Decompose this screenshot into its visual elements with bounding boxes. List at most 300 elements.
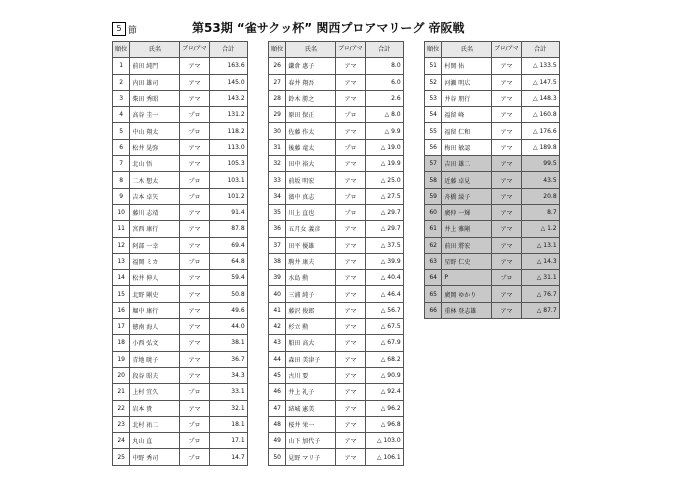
section-number: 5: [112, 22, 126, 36]
rank-cell: 40: [269, 286, 286, 302]
total-cell: 131.2: [209, 107, 247, 123]
rank-cell: 31: [269, 139, 286, 155]
type-cell: プロ: [180, 416, 209, 432]
header-total: 合計: [365, 42, 403, 58]
name-cell: 村岡 佑: [442, 58, 492, 74]
total-cell: △ 40.4: [365, 270, 403, 286]
total-cell: 113.0: [209, 139, 247, 155]
name-cell: 見野 マリ子: [286, 449, 336, 465]
rank-cell: 65: [425, 286, 442, 302]
total-cell: 33.1: [209, 384, 247, 400]
rank-cell: 9: [113, 188, 130, 204]
type-cell: アマ: [180, 204, 209, 220]
table-row: [425, 188, 560, 204]
total-cell: △ 133.5: [521, 58, 559, 74]
name-cell: 藤沢 俊郎: [286, 302, 336, 318]
name-cell: 春井 翔吾: [286, 74, 336, 90]
rank-cell: 53: [425, 90, 442, 106]
table-row: [113, 221, 248, 237]
total-cell: △ 19.0: [365, 139, 403, 155]
rank-cell: 10: [113, 204, 130, 220]
name-cell: 船田 高大: [286, 335, 336, 351]
type-cell: プロ: [180, 433, 209, 449]
total-cell: △ 56.7: [365, 302, 403, 318]
name-cell: 川上 直也: [286, 204, 336, 220]
type-cell: アマ: [180, 90, 209, 106]
rank-cell: 52: [425, 74, 442, 90]
name-cell: 段谷 昭夫: [130, 367, 180, 383]
total-cell: △ 96.8: [365, 416, 403, 432]
type-cell: アマ: [180, 156, 209, 172]
type-cell: プロ: [336, 139, 365, 155]
name-cell: 井上 礼子: [286, 384, 336, 400]
total-cell: 14.7: [209, 449, 247, 465]
table-row: [113, 416, 248, 432]
total-cell: △ 67.5: [365, 319, 403, 335]
name-cell: 小西 弘文: [130, 335, 180, 351]
total-cell: 20.8: [521, 188, 559, 204]
rank-cell: 46: [269, 384, 286, 400]
table-row: [113, 74, 248, 90]
type-cell: アマ: [492, 156, 521, 172]
name-cell: 岩本 貴: [130, 400, 180, 416]
table-row: [269, 237, 404, 253]
type-cell: アマ: [492, 253, 521, 269]
type-cell: アマ: [336, 156, 365, 172]
rank-cell: 45: [269, 367, 286, 383]
name-cell: 佐藤 作太: [286, 123, 336, 139]
rank-cell: 36: [269, 221, 286, 237]
name-cell: 北山 悟: [130, 156, 180, 172]
table-row: [113, 367, 248, 383]
name-cell: 星野 仁史: [442, 253, 492, 269]
table-row: [113, 123, 248, 139]
rank-cell: 29: [269, 107, 286, 123]
header-name: 氏名: [442, 42, 492, 58]
rank-cell: 2: [113, 74, 130, 90]
name-cell: 前田 純門: [130, 58, 180, 74]
total-cell: 105.3: [209, 156, 247, 172]
total-cell: 91.4: [209, 204, 247, 220]
table-row: [269, 204, 404, 220]
table-row: [269, 416, 404, 432]
standings-table-2: [268, 41, 404, 466]
type-cell: アマ: [180, 286, 209, 302]
type-cell: アマ: [492, 139, 521, 155]
table-row: [269, 400, 404, 416]
table-row: [425, 172, 560, 188]
type-cell: アマ: [180, 335, 209, 351]
table-row: [113, 58, 248, 74]
total-cell: 103.1: [209, 172, 247, 188]
rank-cell: 22: [113, 400, 130, 416]
total-cell: △ 39.9: [365, 253, 403, 269]
rank-cell: 62: [425, 237, 442, 253]
table-row: [113, 139, 248, 155]
type-cell: アマ: [336, 400, 365, 416]
total-cell: 64.8: [209, 253, 247, 269]
type-cell: アマ: [336, 237, 365, 253]
name-cell: 中山 翔太: [130, 123, 180, 139]
total-cell: △ 27.5: [365, 188, 403, 204]
type-cell: プロ: [336, 204, 365, 220]
rank-cell: 11: [113, 221, 130, 237]
rank-cell: 5: [113, 123, 130, 139]
total-cell: △ 37.5: [365, 237, 403, 253]
type-cell: プロ: [336, 107, 365, 123]
name-cell: 中野 秀司: [130, 449, 180, 465]
name-cell: 上村 宜久: [130, 384, 180, 400]
name-cell: 駒井 康夫: [286, 253, 336, 269]
header-name: 氏名: [130, 42, 180, 58]
section-indicator: [112, 21, 137, 37]
rank-cell: 56: [425, 139, 442, 155]
table-row: [269, 433, 404, 449]
name-cell: 井上 雅剛: [442, 221, 492, 237]
total-cell: 38.1: [209, 335, 247, 351]
table-row: [269, 449, 404, 465]
total-cell: 34.3: [209, 367, 247, 383]
standings-table-1: [112, 41, 248, 466]
type-cell: アマ: [492, 204, 521, 220]
table-row: [425, 286, 560, 302]
name-cell: 松井 伸人: [130, 270, 180, 286]
name-cell: 北村 祐二: [130, 416, 180, 432]
total-cell: △ 176.6: [521, 123, 559, 139]
type-cell: アマ: [336, 74, 365, 90]
type-cell: プロ: [492, 270, 521, 286]
total-cell: △ 25.0: [365, 172, 403, 188]
rank-cell: 57: [425, 156, 442, 172]
total-cell: △ 103.0: [365, 433, 403, 449]
table-row: [269, 335, 404, 351]
table-row: [113, 204, 248, 220]
table-row: [269, 286, 404, 302]
type-cell: アマ: [336, 286, 365, 302]
type-cell: アマ: [492, 90, 521, 106]
rank-cell: 16: [113, 302, 130, 318]
type-cell: プロ: [180, 107, 209, 123]
header-total: 合計: [521, 42, 559, 58]
table-header-row: [425, 42, 560, 58]
name-cell: 井谷 朋行: [442, 90, 492, 106]
rank-cell: 1: [113, 58, 130, 74]
type-cell: アマ: [336, 351, 365, 367]
table-row: [269, 58, 404, 74]
total-cell: 8.0: [365, 58, 403, 74]
rank-cell: 26: [269, 58, 286, 74]
rank-cell: 18: [113, 335, 130, 351]
type-cell: プロ: [180, 253, 209, 269]
type-cell: プロ: [180, 188, 209, 204]
rank-cell: 35: [269, 204, 286, 220]
name-cell: 田中 裕大: [286, 156, 336, 172]
total-cell: 143.2: [209, 90, 247, 106]
header-rank: 順位: [269, 42, 286, 58]
name-cell: 宮西 康行: [130, 221, 180, 237]
type-cell: アマ: [492, 286, 521, 302]
name-cell: 桜井 栄一: [286, 416, 336, 432]
name-cell: 柴田 秀昭: [130, 90, 180, 106]
type-cell: アマ: [180, 319, 209, 335]
name-cell: 水島 勲: [286, 270, 336, 286]
table-row: [269, 107, 404, 123]
name-cell: 舟橋 綾子: [442, 188, 492, 204]
rank-cell: 63: [425, 253, 442, 269]
table-row: [425, 123, 560, 139]
type-cell: アマ: [336, 172, 365, 188]
table-header-row: [269, 42, 404, 58]
header-rank: 順位: [113, 42, 130, 58]
total-cell: 59.4: [209, 270, 247, 286]
table-row: [269, 172, 404, 188]
name-cell: 廣岡 ゆかり: [442, 286, 492, 302]
name-cell: 近藤 卓見: [442, 172, 492, 188]
name-cell: 福留 峰: [442, 107, 492, 123]
header-type: プロ/アマ: [180, 42, 209, 58]
name-cell: 濱中 真志: [286, 188, 336, 204]
rank-cell: 6: [113, 139, 130, 155]
table-row: [425, 270, 560, 286]
total-cell: 145.0: [209, 74, 247, 90]
rank-cell: 51: [425, 58, 442, 74]
rank-cell: 24: [113, 433, 130, 449]
total-cell: 18.1: [209, 416, 247, 432]
type-cell: プロ: [180, 123, 209, 139]
name-cell: P: [442, 270, 492, 286]
total-cell: △ 29.7: [365, 204, 403, 220]
type-cell: アマ: [336, 90, 365, 106]
table-row: [425, 107, 560, 123]
section-suffix: 節: [128, 25, 138, 36]
table-row: [425, 90, 560, 106]
rank-cell: 54: [425, 107, 442, 123]
type-cell: アマ: [180, 351, 209, 367]
rank-cell: 47: [269, 400, 286, 416]
table-row: [269, 188, 404, 204]
name-cell: 杉立 勲: [286, 319, 336, 335]
table-row: [113, 302, 248, 318]
rank-cell: 42: [269, 319, 286, 335]
table-row: [113, 107, 248, 123]
type-cell: アマ: [180, 139, 209, 155]
table-row: [113, 237, 248, 253]
rank-cell: 61: [425, 221, 442, 237]
table-row: [425, 302, 560, 318]
name-cell: 内田 雄司: [130, 74, 180, 90]
name-cell: 二木 想太: [130, 172, 180, 188]
name-cell: 鎌倉 惠子: [286, 58, 336, 74]
rank-cell: 3: [113, 90, 130, 106]
table-row: [113, 433, 248, 449]
header-type: プロ/アマ: [492, 42, 521, 58]
type-cell: アマ: [336, 384, 365, 400]
name-cell: 三浦 純子: [286, 286, 336, 302]
name-cell: 鈴木 勝之: [286, 90, 336, 106]
total-cell: △ 29.7: [365, 221, 403, 237]
rank-cell: 50: [269, 449, 286, 465]
rank-cell: 37: [269, 237, 286, 253]
total-cell: △ 148.3: [521, 90, 559, 106]
type-cell: アマ: [336, 367, 365, 383]
name-cell: 北野 剛史: [130, 286, 180, 302]
table-row: [113, 319, 248, 335]
name-cell: 梅田 敏認: [442, 139, 492, 155]
total-cell: 17.1: [209, 433, 247, 449]
table-row: [269, 90, 404, 106]
total-cell: △ 1.2: [521, 221, 559, 237]
name-cell: 阿部 一幸: [130, 237, 180, 253]
rank-cell: 48: [269, 416, 286, 432]
name-cell: 福岡 ミカ: [130, 253, 180, 269]
name-cell: 青地 暁子: [130, 351, 180, 367]
rank-cell: 15: [113, 286, 130, 302]
rank-cell: 4: [113, 107, 130, 123]
name-cell: 結城 憲美: [286, 400, 336, 416]
total-cell: 50.8: [209, 286, 247, 302]
header-total: 合計: [209, 42, 247, 58]
total-cell: 69.4: [209, 237, 247, 253]
table-row: [269, 367, 404, 383]
rank-cell: 41: [269, 302, 286, 318]
total-cell: 36.7: [209, 351, 247, 367]
table-row: [113, 172, 248, 188]
rank-cell: 8: [113, 172, 130, 188]
rank-cell: 28: [269, 90, 286, 106]
type-cell: アマ: [492, 123, 521, 139]
name-cell: 山下 加代子: [286, 433, 336, 449]
total-cell: 99.5: [521, 156, 559, 172]
type-cell: アマ: [336, 449, 365, 465]
name-cell: 松井 晃弥: [130, 139, 180, 155]
table-row: [425, 156, 560, 172]
page-title: 第53期 “雀サクッ杯” 関西プロアマリーグ 帝阪戦: [192, 21, 465, 35]
total-cell: △ 67.9: [365, 335, 403, 351]
type-cell: アマ: [336, 319, 365, 335]
rank-cell: 14: [113, 270, 130, 286]
name-cell: 河瀬 明広: [442, 74, 492, 90]
name-cell: 前坂 明宏: [286, 172, 336, 188]
table-row: [425, 237, 560, 253]
total-cell: 6.0: [365, 74, 403, 90]
type-cell: アマ: [336, 123, 365, 139]
rank-cell: 25: [113, 449, 130, 465]
rank-cell: 32: [269, 156, 286, 172]
rank-cell: 64: [425, 270, 442, 286]
rank-cell: 44: [269, 351, 286, 367]
total-cell: △ 9.9: [365, 123, 403, 139]
total-cell: 32.1: [209, 400, 247, 416]
total-cell: 8.7: [521, 204, 559, 220]
total-cell: △ 76.7: [521, 286, 559, 302]
name-cell: 前田 將宏: [442, 237, 492, 253]
name-cell: 古川 要: [286, 367, 336, 383]
type-cell: アマ: [492, 237, 521, 253]
type-cell: アマ: [492, 74, 521, 90]
rank-cell: 20: [113, 367, 130, 383]
type-cell: アマ: [180, 270, 209, 286]
table-row: [113, 253, 248, 269]
total-cell: 87.8: [209, 221, 247, 237]
type-cell: アマ: [180, 58, 209, 74]
rank-cell: 34: [269, 188, 286, 204]
table-row: [425, 221, 560, 237]
table-row: [113, 400, 248, 416]
table-row: [269, 74, 404, 90]
header-type: プロ/アマ: [336, 42, 365, 58]
rank-cell: 23: [113, 416, 130, 432]
table-row: [425, 253, 560, 269]
rank-cell: 30: [269, 123, 286, 139]
total-cell: △ 90.9: [365, 367, 403, 383]
type-cell: アマ: [336, 335, 365, 351]
total-cell: △ 13.1: [521, 237, 559, 253]
total-cell: 118.2: [209, 123, 247, 139]
total-cell: 101.2: [209, 188, 247, 204]
rank-cell: 7: [113, 156, 130, 172]
rank-cell: 27: [269, 74, 286, 90]
rank-cell: 60: [425, 204, 442, 220]
table-header-row: [113, 42, 248, 58]
table-row: [113, 335, 248, 351]
type-cell: アマ: [336, 416, 365, 432]
table-row: [113, 188, 248, 204]
rank-cell: 58: [425, 172, 442, 188]
type-cell: アマ: [492, 172, 521, 188]
table-row: [269, 253, 404, 269]
name-cell: 重林 登志雄: [442, 302, 492, 318]
type-cell: アマ: [492, 188, 521, 204]
type-cell: アマ: [180, 400, 209, 416]
rank-cell: 55: [425, 123, 442, 139]
total-cell: 44.0: [209, 319, 247, 335]
table-row: [269, 221, 404, 237]
header-rank: 順位: [425, 42, 442, 58]
rank-cell: 21: [113, 384, 130, 400]
header-name: 氏名: [286, 42, 336, 58]
total-cell: △ 160.8: [521, 107, 559, 123]
type-cell: アマ: [492, 107, 521, 123]
table-row: [269, 270, 404, 286]
type-cell: プロ: [180, 449, 209, 465]
total-cell: △ 68.2: [365, 351, 403, 367]
total-cell: 163.6: [209, 58, 247, 74]
name-cell: 田平 優雄: [286, 237, 336, 253]
total-cell: 49.6: [209, 302, 247, 318]
type-cell: アマ: [180, 367, 209, 383]
name-cell: 原田 保正: [286, 107, 336, 123]
total-cell: △ 189.8: [521, 139, 559, 155]
type-cell: アマ: [492, 302, 521, 318]
type-cell: アマ: [492, 58, 521, 74]
name-cell: 高谷 圭一: [130, 107, 180, 123]
table-row: [113, 351, 248, 367]
name-cell: 堀中 康行: [130, 302, 180, 318]
table-row: [269, 319, 404, 335]
table-row: [425, 58, 560, 74]
rank-cell: 59: [425, 188, 442, 204]
rank-cell: 17: [113, 319, 130, 335]
total-cell: △ 14.3: [521, 253, 559, 269]
total-cell: △ 31.1: [521, 270, 559, 286]
name-cell: 吉田 雄二: [442, 156, 492, 172]
total-cell: △ 106.1: [365, 449, 403, 465]
type-cell: アマ: [336, 270, 365, 286]
total-cell: 2.6: [365, 90, 403, 106]
table-row: [113, 384, 248, 400]
table-row: [113, 286, 248, 302]
rank-cell: 66: [425, 302, 442, 318]
